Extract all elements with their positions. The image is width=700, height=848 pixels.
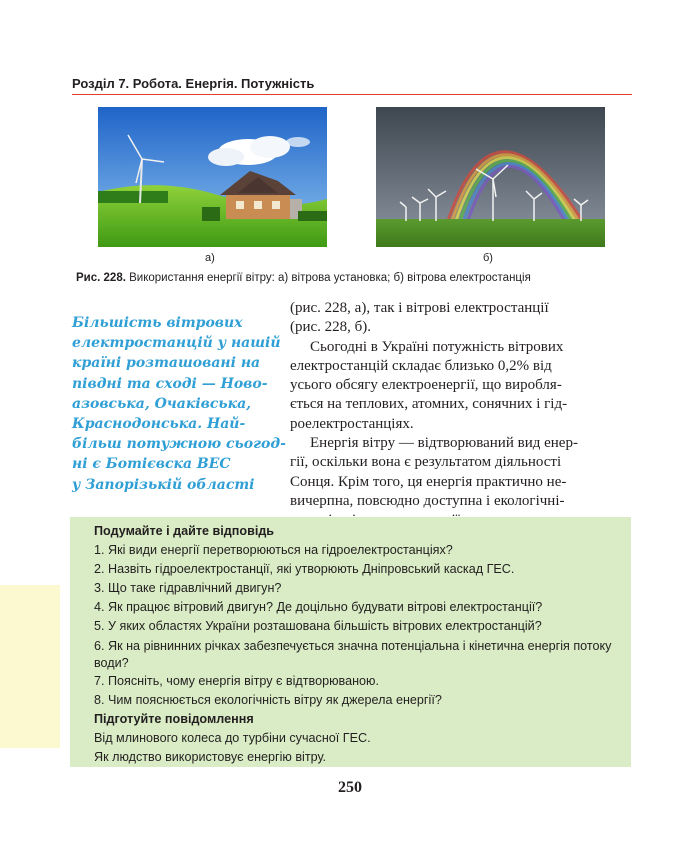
photo-label-b: б) xyxy=(483,252,493,264)
caption-text: Використання енергії вітру: а) вітрова установка; б) вітрова електростанція xyxy=(125,272,531,284)
body-line: Сонця. Крім того, ця енергія практично не- xyxy=(290,473,567,490)
margin-note-line: Більшість вітрових xyxy=(72,315,243,331)
report-item: Від млинового колеса до турбіни сучасної ГЕС. xyxy=(94,731,371,745)
question-item: 8. Чим пояснюється екологічність вітру як джерела енергії? xyxy=(94,693,442,707)
page-number: 250 xyxy=(338,779,362,796)
section-header: Розділ 7. Робота. Енергія. Потужність xyxy=(72,76,315,91)
question-item: 7. Поясніть, чому енергія вітру є відтворюваною. xyxy=(94,674,379,688)
body-line: Сьогодні в Україні потужність вітрових xyxy=(310,338,564,355)
question-item: 6. Як на рівнинних річках забезпечується значна потенціальна і кінетична енергія потоку води? xyxy=(94,639,612,670)
body-line: вичерпна, повсюдно доступна і екологічні- xyxy=(290,492,565,509)
caption-number: Рис. 228. xyxy=(76,272,126,284)
body-line: гії, оскільки вона є результатом діяльності xyxy=(290,454,562,471)
header-divider xyxy=(72,94,632,95)
body-line: (рис. 228, б). xyxy=(290,319,372,336)
body-line: роелектростанціях. xyxy=(290,415,414,432)
body-text xyxy=(290,299,632,531)
body-line: ється на теплових, атомних, сонячних і гід- xyxy=(290,396,568,413)
margin-note-line: більш потужною сьогод- xyxy=(72,436,286,453)
questions-title: Подумайте і дайте відповідь xyxy=(94,524,275,538)
photo-wind-farm-rainbow xyxy=(376,107,605,247)
report-item: Як людство використовує енергію вітру. xyxy=(94,750,327,764)
body-line: електростанцій складає близько 0,2% від xyxy=(290,357,552,374)
question-item: 4. Як працює вітровий двигун? Де доцільно будувати вітрові електростанції? xyxy=(94,600,543,614)
margin-note-line: півдні та сході — Ново- xyxy=(72,375,268,392)
photo-wind-turbine-house xyxy=(98,107,327,247)
margin-note-line: ні є Ботієвска ВЕС xyxy=(72,456,231,473)
questions-box xyxy=(70,517,631,767)
question-item: 1. Які види енергії перетворюються на гідроелектростанціях? xyxy=(94,543,453,557)
margin-tab xyxy=(0,585,60,748)
margin-note-line: країні розташовані на xyxy=(72,355,261,372)
question-item: 5. У яких областях України розташована більшість вітрових електростанцій? xyxy=(94,619,542,633)
margin-note-line: азовська, Очаківська, xyxy=(72,395,252,412)
question-item: 2. Назвіть гідроелектростанції, які утворюють Дніпровський каскад ГЕС. xyxy=(94,562,515,576)
body-line: (рис. 228, а), так і вітрові електростанції xyxy=(290,300,549,316)
margin-note-line: у Запорізькій області xyxy=(72,476,255,493)
photo-label-a: а) xyxy=(205,252,215,264)
body-line: усього обсягу електроенергії, що виробля- xyxy=(290,377,562,394)
question-item: 3. Що таке гідравлічний двигун? xyxy=(94,581,282,595)
body-line: Енергія вітру — відтворюваний вид енер- xyxy=(310,435,578,452)
margin-note-line: Краснодонська. Най- xyxy=(72,416,246,433)
report-title: Підготуйте повідомлення xyxy=(94,712,254,726)
margin-note xyxy=(72,313,286,495)
margin-note-line: електростанцій у нашій xyxy=(72,335,281,352)
figure-caption xyxy=(76,272,636,284)
